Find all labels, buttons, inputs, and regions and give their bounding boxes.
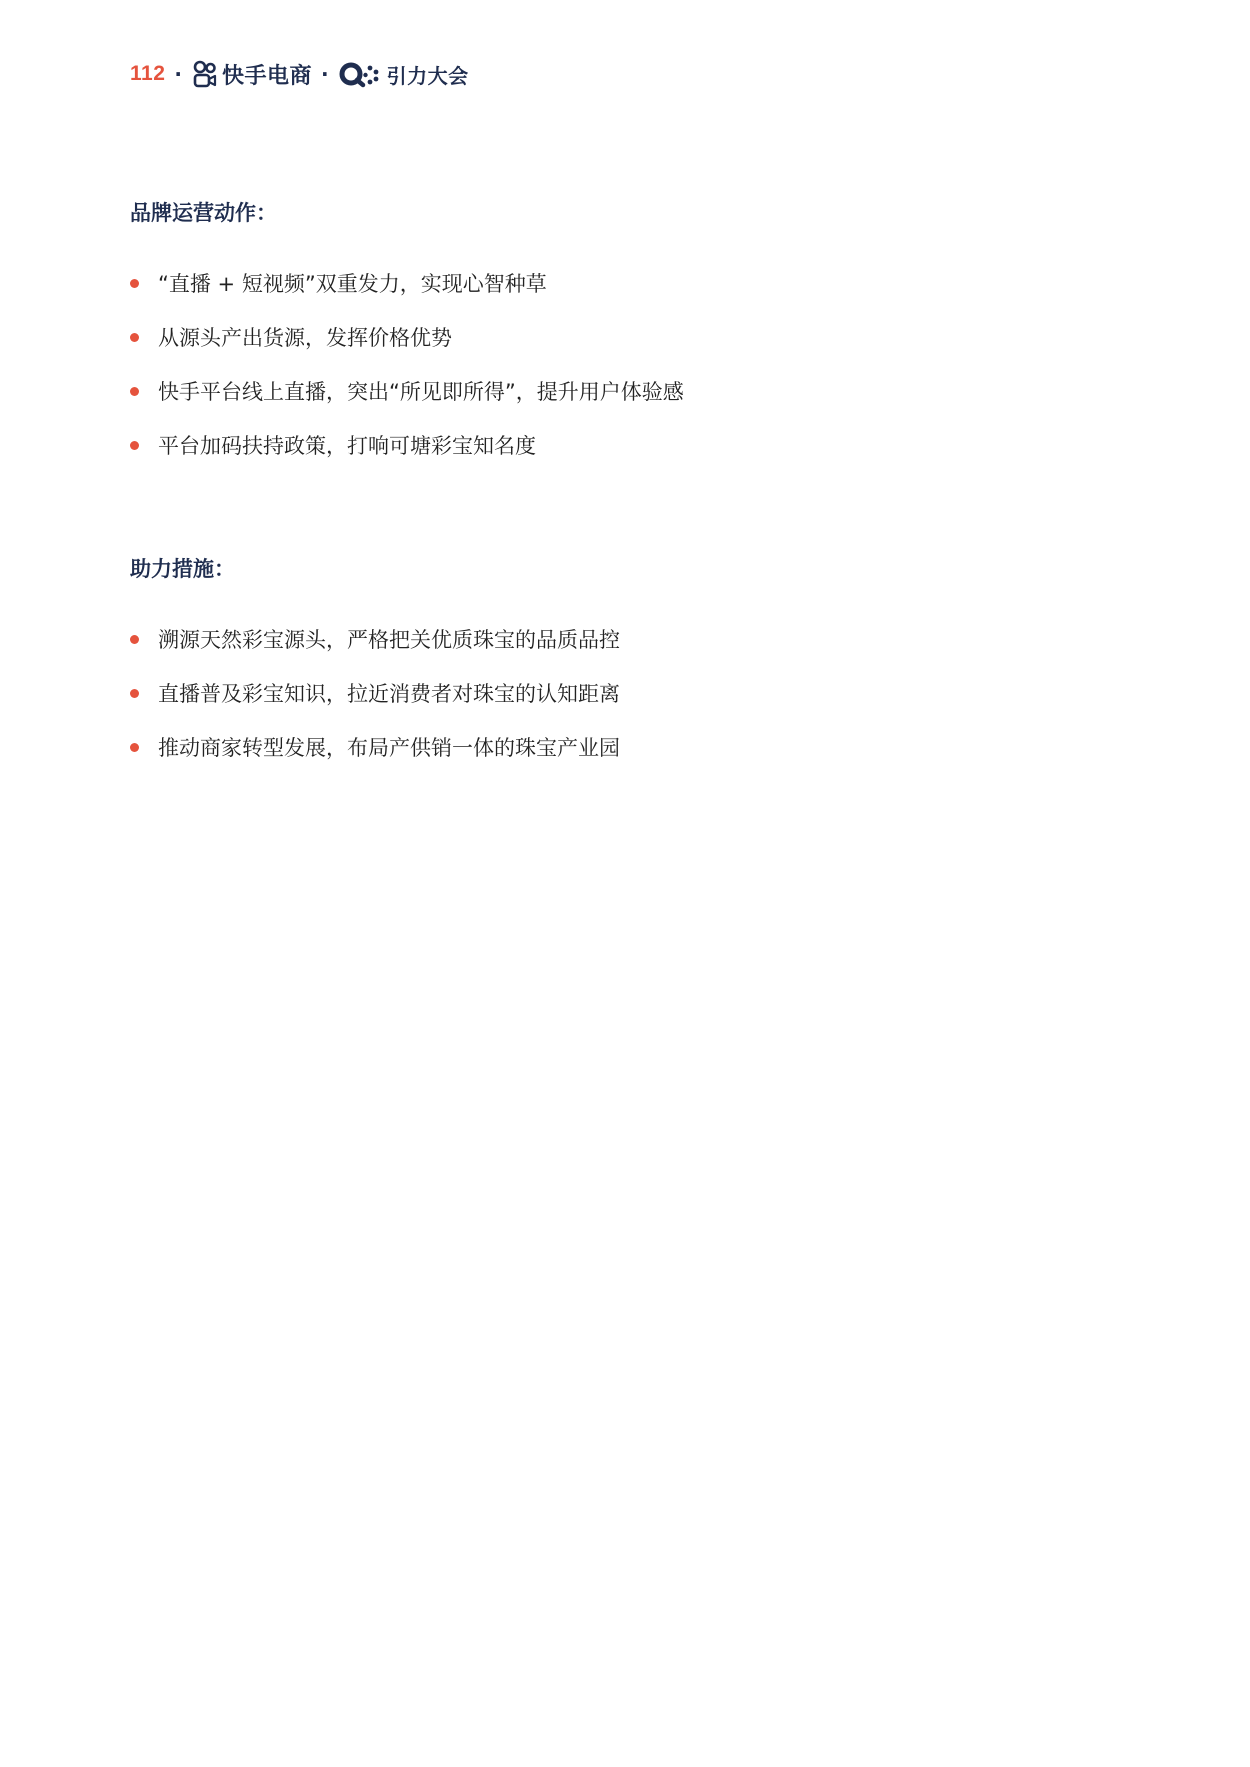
list-item	[130, 418, 684, 472]
bullet-icon	[130, 689, 139, 698]
brand-operations-list	[130, 256, 684, 472]
bullet-icon	[130, 743, 139, 752]
page-number: 112	[130, 62, 166, 85]
list-item	[130, 666, 620, 720]
list-item-text: 快手平台线上直播，突出“所见即所得”，提升用户体验感	[158, 380, 684, 404]
bullet-icon	[130, 279, 139, 288]
page-header	[130, 56, 469, 92]
list-item	[130, 256, 684, 310]
list-item	[130, 612, 620, 666]
brand-name: 快手电商	[222, 63, 313, 89]
bullet-icon	[130, 441, 139, 450]
section-title-support-measures: 助力措施：	[130, 557, 235, 581]
list-item	[130, 720, 620, 774]
list-item-text: 溯源天然彩宝源头，严格把关优质珠宝的品质品控	[158, 628, 620, 652]
list-item	[130, 310, 684, 364]
list-item-text: 从源头产出货源，发挥价格优势	[158, 326, 452, 350]
event-name: 引力大会	[386, 63, 469, 88]
yinli-logo-icon	[339, 60, 383, 88]
bullet-icon	[130, 333, 139, 342]
list-item	[130, 364, 684, 418]
list-item-text: 推动商家转型发展，布局产供销一体的珠宝产业园	[158, 736, 620, 760]
list-item-text: 平台加码扶持政策，打响可塘彩宝知名度	[158, 434, 536, 458]
bullet-icon	[130, 635, 139, 644]
separator-dot: ·	[321, 62, 329, 86]
section-title-brand-operations: 品牌运营动作：	[130, 201, 277, 225]
kuaishou-logo-icon	[192, 60, 218, 88]
bullet-icon	[130, 387, 139, 396]
list-item-text: 直播普及彩宝知识，拉近消费者对珠宝的认知距离	[158, 682, 620, 706]
support-measures-list	[130, 612, 620, 774]
list-item-text: “直播 + 短视频”双重发力，实现心智种草	[158, 272, 547, 296]
separator-dot: ·	[174, 62, 182, 86]
